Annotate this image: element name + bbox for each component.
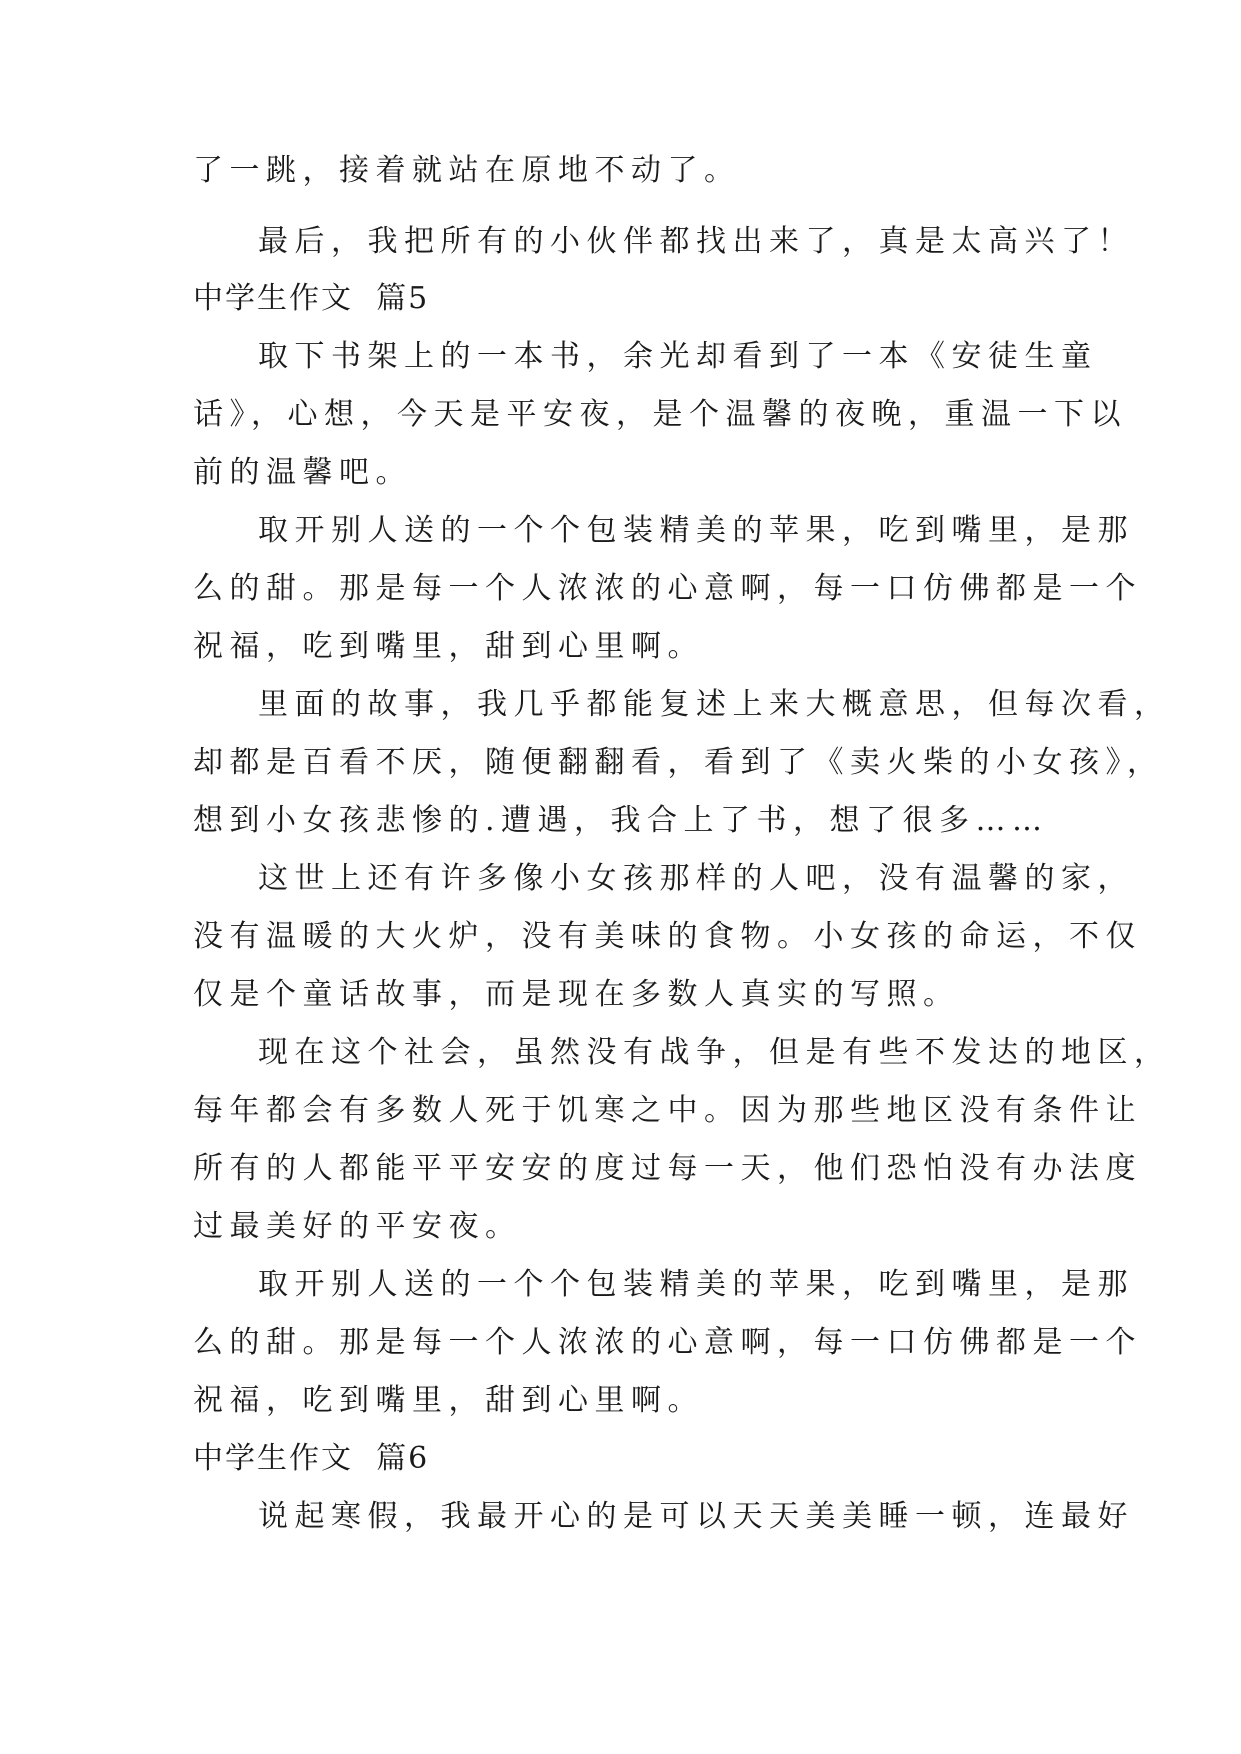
text-line: 没有温暖的大火炉，没有美味的食物。小女孩的命运，不仅 [193, 919, 1142, 954]
text-line: 了一跳，接着就站在原地不动了。 [193, 153, 741, 188]
text-line: 么的甜。那是每一个人浓浓的心意啊，每一口仿佛都是一个 [193, 571, 1142, 606]
text-line: 说起寒假，我最开心的是可以天天美美睡一顿，连最好 [258, 1499, 1134, 1534]
text-line: 里面的故事，我几乎都能复述上来大概意思，但每次看， [258, 687, 1171, 722]
text-line: 祝福，吃到嘴里，甜到心里啊。 [193, 1383, 704, 1418]
text-line: 这世上还有许多像小女孩那样的人吧，没有温馨的家， [258, 861, 1134, 896]
text-line: 仅是个童话故事，而是现在多数人真实的写照。 [193, 977, 960, 1012]
text-line: 取下书架上的一本书，余光却看到了一本《安徒生童 [258, 339, 1098, 374]
text-line: 祝福，吃到嘴里，甜到心里啊。 [193, 629, 704, 664]
text-line: 每年都会有多数人死于饥寒之中。因为那些地区没有条件让 [193, 1093, 1142, 1128]
text-line: 么的甜。那是每一个人浓浓的心意啊，每一口仿佛都是一个 [193, 1325, 1142, 1360]
text-line: 却都是百看不厌，随便翻翻看，看到了《卖火柴的小女孩》， [193, 745, 1164, 780]
text-line: 现在这个社会，虽然没有战争，但是有些不发达的地区， [258, 1035, 1171, 1070]
text-line: 前的温馨吧。 [193, 455, 412, 490]
text-line: 最后，我把所有的小伙伴都找出来了，真是太高兴了！ [258, 224, 1134, 259]
text-line: 取开别人送的一个个包装精美的苹果，吃到嘴里，是那 [258, 513, 1134, 548]
text-line: 过最美好的平安夜。 [193, 1209, 522, 1244]
section-heading: 中学生作文 篇5 [193, 281, 430, 316]
text-line: 取开别人送的一个个包装精美的苹果，吃到嘴里，是那 [258, 1267, 1134, 1302]
text-line: 话》，心想，今天是平安夜，是个温馨的夜晚，重温一下以 [193, 397, 1127, 432]
text-line: 所有的人都能平平安安的度过每一天，他们恐怕没有办法度 [193, 1151, 1142, 1186]
section-heading: 中学生作文 篇6 [193, 1441, 430, 1476]
text-line: 想到小女孩悲惨的.遭遇，我合上了书，想了很多…… [193, 803, 1049, 838]
